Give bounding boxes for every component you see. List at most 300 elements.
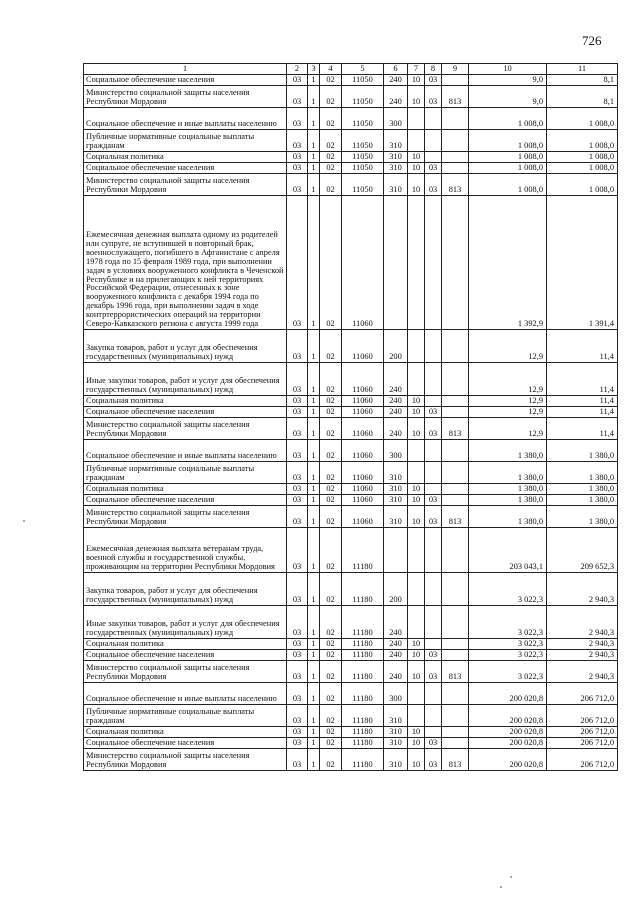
header-cell: 3 xyxy=(308,64,320,75)
code-cell: 813 xyxy=(442,661,469,683)
code-cell: 02 xyxy=(320,363,342,396)
row-name: Социальное обеспечение населения xyxy=(84,738,287,749)
code-cell: 03 xyxy=(287,407,308,418)
amount-cell: 206 712,0 xyxy=(547,705,618,727)
table-row xyxy=(84,75,618,86)
code-cell: 03 xyxy=(425,749,442,771)
code-cell xyxy=(442,738,469,749)
code-cell: 1 xyxy=(308,727,320,738)
row-name: Ежемесячная денежная выплата ветеранам труда, военной службы и государственной службы, проживающим на территории Республики Мордовия xyxy=(84,528,287,573)
amount-cell: 1 392,9 xyxy=(469,196,547,330)
amount-cell: 200 020,8 xyxy=(469,749,547,771)
code-cell: 02 xyxy=(320,650,342,661)
code-cell: 03 xyxy=(287,330,308,363)
amount-cell: 1 008,0 xyxy=(469,108,547,130)
code-cell: 310 xyxy=(384,749,408,771)
code-cell xyxy=(442,650,469,661)
code-cell: 03 xyxy=(287,75,308,86)
amount-cell: 8,1 xyxy=(547,86,618,108)
code-cell xyxy=(425,683,442,705)
row-name: Социальное обеспечение и иные выплаты населению xyxy=(84,683,287,705)
code-cell: 10 xyxy=(408,163,425,174)
code-cell: 10 xyxy=(408,484,425,495)
code-cell xyxy=(425,396,442,407)
table-row xyxy=(84,462,618,484)
table-row xyxy=(84,639,618,650)
amount-cell: 1 380,0 xyxy=(469,495,547,506)
row-name: Социальное обеспечение населения xyxy=(84,163,287,174)
code-cell: 03 xyxy=(287,152,308,163)
code-cell: 02 xyxy=(320,749,342,771)
amount-cell: 203 043,1 xyxy=(469,528,547,573)
amount-cell: 1 380,0 xyxy=(469,484,547,495)
code-cell: 310 xyxy=(384,462,408,484)
code-cell: 1 xyxy=(308,650,320,661)
code-cell: 11050 xyxy=(342,86,384,108)
amount-cell: 1 380,0 xyxy=(547,495,618,506)
code-cell: 03 xyxy=(287,174,308,196)
code-cell: 310 xyxy=(384,506,408,528)
code-cell: 11180 xyxy=(342,639,384,650)
code-cell: 02 xyxy=(320,528,342,573)
code-cell: 03 xyxy=(425,506,442,528)
amount-cell: 3 022,3 xyxy=(469,661,547,683)
header-cell: 7 xyxy=(408,64,425,75)
table-row xyxy=(84,152,618,163)
table-row xyxy=(84,705,618,727)
code-cell: 11060 xyxy=(342,484,384,495)
table-row xyxy=(84,528,618,573)
code-cell: 02 xyxy=(320,152,342,163)
code-cell: 03 xyxy=(287,363,308,396)
amount-cell: 206 712,0 xyxy=(547,727,618,738)
code-cell: 10 xyxy=(408,738,425,749)
code-cell: 1 xyxy=(308,738,320,749)
code-cell xyxy=(442,152,469,163)
code-cell: 03 xyxy=(287,196,308,330)
code-cell: 1 xyxy=(308,606,320,639)
amount-cell: 200 020,8 xyxy=(469,683,547,705)
amount-cell: 11,4 xyxy=(547,407,618,418)
scan-speck xyxy=(500,886,502,888)
amount-cell: 206 712,0 xyxy=(547,683,618,705)
code-cell: 03 xyxy=(287,163,308,174)
amount-cell: 1 380,0 xyxy=(547,506,618,528)
amount-cell: 1 008,0 xyxy=(469,130,547,152)
code-cell: 11050 xyxy=(342,163,384,174)
table-row xyxy=(84,108,618,130)
code-cell: 03 xyxy=(287,506,308,528)
table-row xyxy=(84,163,618,174)
code-cell xyxy=(425,705,442,727)
table-row xyxy=(84,407,618,418)
row-name: Социальное обеспечение населения xyxy=(84,495,287,506)
code-cell: 11050 xyxy=(342,75,384,86)
amount-cell: 9,0 xyxy=(469,75,547,86)
code-cell: 10 xyxy=(408,75,425,86)
table-row xyxy=(84,683,618,705)
code-cell: 1 xyxy=(308,705,320,727)
row-name: Социальная политика xyxy=(84,484,287,495)
code-cell xyxy=(425,484,442,495)
code-cell: 11180 xyxy=(342,528,384,573)
code-cell: 200 xyxy=(384,573,408,606)
code-cell: 310 xyxy=(384,484,408,495)
code-cell: 1 xyxy=(308,152,320,163)
code-cell: 1 xyxy=(308,528,320,573)
code-cell: 03 xyxy=(287,484,308,495)
scan-speck xyxy=(510,876,512,878)
header-cell: 5 xyxy=(342,64,384,75)
code-cell: 10 xyxy=(408,661,425,683)
code-cell xyxy=(408,573,425,606)
table-row xyxy=(84,495,618,506)
amount-cell: 2 940,3 xyxy=(547,639,618,650)
code-cell: 240 xyxy=(384,661,408,683)
code-cell xyxy=(425,330,442,363)
code-cell xyxy=(408,330,425,363)
code-cell: 11050 xyxy=(342,130,384,152)
code-cell: 1 xyxy=(308,86,320,108)
amount-cell: 1 391,4 xyxy=(547,196,618,330)
amount-cell: 2 940,3 xyxy=(547,606,618,639)
table-row xyxy=(84,330,618,363)
code-cell: 1 xyxy=(308,462,320,484)
amount-cell: 3 022,3 xyxy=(469,639,547,650)
amount-cell: 200 020,8 xyxy=(469,705,547,727)
amount-cell: 1 008,0 xyxy=(547,130,618,152)
code-cell: 1 xyxy=(308,108,320,130)
code-cell: 1 xyxy=(308,484,320,495)
code-cell: 10 xyxy=(408,174,425,196)
scan-speck xyxy=(23,520,25,522)
code-cell: 02 xyxy=(320,606,342,639)
code-cell: 03 xyxy=(287,108,308,130)
header-cell: 2 xyxy=(287,64,308,75)
amount-cell: 1 380,0 xyxy=(469,440,547,462)
amount-cell: 1 380,0 xyxy=(469,506,547,528)
code-cell xyxy=(408,683,425,705)
header-row xyxy=(84,64,618,75)
code-cell: 1 xyxy=(308,163,320,174)
amount-cell: 11,4 xyxy=(547,396,618,407)
row-name: Социальная политика xyxy=(84,639,287,650)
code-cell: 310 xyxy=(384,163,408,174)
code-cell: 813 xyxy=(442,174,469,196)
code-cell: 03 xyxy=(287,86,308,108)
code-cell: 03 xyxy=(425,407,442,418)
row-name: Министерство социальной защиты населения Республики Мордовия xyxy=(84,418,287,440)
amount-cell: 3 022,3 xyxy=(469,606,547,639)
amount-cell: 2 940,3 xyxy=(547,573,618,606)
amount-cell: 11,4 xyxy=(547,418,618,440)
code-cell: 02 xyxy=(320,130,342,152)
code-cell xyxy=(408,462,425,484)
code-cell: 11180 xyxy=(342,650,384,661)
code-cell: 03 xyxy=(287,462,308,484)
code-cell xyxy=(442,330,469,363)
code-cell: 11180 xyxy=(342,573,384,606)
code-cell xyxy=(442,440,469,462)
table-row xyxy=(84,749,618,771)
code-cell: 03 xyxy=(425,75,442,86)
amount-cell: 11,4 xyxy=(547,363,618,396)
code-cell xyxy=(408,196,425,330)
amount-cell: 12,9 xyxy=(469,396,547,407)
code-cell xyxy=(425,462,442,484)
code-cell: 310 xyxy=(384,738,408,749)
row-name: Министерство социальной защиты населения Республики Мордовия xyxy=(84,749,287,771)
table-row xyxy=(84,418,618,440)
code-cell: 02 xyxy=(320,330,342,363)
amount-cell: 206 712,0 xyxy=(547,738,618,749)
code-cell xyxy=(442,606,469,639)
code-cell: 02 xyxy=(320,738,342,749)
amount-cell: 3 022,3 xyxy=(469,573,547,606)
code-cell: 03 xyxy=(287,130,308,152)
table-row xyxy=(84,396,618,407)
code-cell: 11180 xyxy=(342,683,384,705)
code-cell xyxy=(425,606,442,639)
code-cell: 310 xyxy=(384,152,408,163)
code-cell: 10 xyxy=(408,639,425,650)
header-cell: 6 xyxy=(384,64,408,75)
code-cell xyxy=(442,163,469,174)
code-cell: 11050 xyxy=(342,152,384,163)
code-cell: 1 xyxy=(308,639,320,650)
code-cell xyxy=(384,196,408,330)
code-cell: 10 xyxy=(408,650,425,661)
table-row xyxy=(84,484,618,495)
header-cell: 1 xyxy=(84,64,287,75)
amount-cell: 1 380,0 xyxy=(547,462,618,484)
code-cell: 03 xyxy=(425,738,442,749)
code-cell: 813 xyxy=(442,749,469,771)
code-cell: 240 xyxy=(384,407,408,418)
code-cell: 11060 xyxy=(342,330,384,363)
code-cell xyxy=(408,130,425,152)
table-row xyxy=(84,727,618,738)
code-cell: 03 xyxy=(425,163,442,174)
code-cell: 1 xyxy=(308,683,320,705)
amount-cell: 206 712,0 xyxy=(547,749,618,771)
table-row xyxy=(84,196,618,330)
code-cell: 10 xyxy=(408,407,425,418)
code-cell: 1 xyxy=(308,130,320,152)
page-number: 726 xyxy=(582,33,602,48)
code-cell xyxy=(442,75,469,86)
code-cell: 03 xyxy=(425,418,442,440)
row-name: Социальная политика xyxy=(84,727,287,738)
code-cell: 02 xyxy=(320,86,342,108)
amount-cell: 1 008,0 xyxy=(547,174,618,196)
table-row xyxy=(84,363,618,396)
code-cell: 03 xyxy=(287,606,308,639)
code-cell xyxy=(425,528,442,573)
code-cell: 813 xyxy=(442,506,469,528)
amount-cell: 8,1 xyxy=(547,75,618,86)
code-cell xyxy=(425,108,442,130)
code-cell: 240 xyxy=(384,75,408,86)
code-cell: 03 xyxy=(425,86,442,108)
code-cell: 11050 xyxy=(342,174,384,196)
row-name: Публичные нормативные социальные выплаты гражданам xyxy=(84,705,287,727)
code-cell xyxy=(425,440,442,462)
code-cell: 11060 xyxy=(342,407,384,418)
code-cell xyxy=(442,130,469,152)
code-cell: 11180 xyxy=(342,738,384,749)
code-cell: 1 xyxy=(308,661,320,683)
code-cell: 02 xyxy=(320,396,342,407)
code-cell xyxy=(442,363,469,396)
code-cell: 10 xyxy=(408,506,425,528)
code-cell: 11060 xyxy=(342,418,384,440)
table-row xyxy=(84,661,618,683)
code-cell: 240 xyxy=(384,650,408,661)
code-cell: 310 xyxy=(384,130,408,152)
code-cell: 240 xyxy=(384,363,408,396)
code-cell: 11060 xyxy=(342,363,384,396)
row-name: Социальное обеспечение населения xyxy=(84,75,287,86)
code-cell xyxy=(425,196,442,330)
header-cell: 10 xyxy=(469,64,547,75)
code-cell: 11060 xyxy=(342,495,384,506)
code-cell xyxy=(442,495,469,506)
row-name: Социальное обеспечение и иные выплаты населению xyxy=(84,440,287,462)
code-cell: 02 xyxy=(320,705,342,727)
code-cell xyxy=(425,130,442,152)
code-cell: 1 xyxy=(308,363,320,396)
table-row xyxy=(84,440,618,462)
code-cell: 03 xyxy=(287,749,308,771)
code-cell: 03 xyxy=(425,174,442,196)
code-cell: 240 xyxy=(384,606,408,639)
amount-cell: 12,9 xyxy=(469,407,547,418)
amount-cell: 11,4 xyxy=(547,330,618,363)
code-cell: 240 xyxy=(384,639,408,650)
code-cell: 300 xyxy=(384,108,408,130)
row-name: Закупка товаров, работ и услуг для обеспечения государственных (муниципальных) нужд xyxy=(84,573,287,606)
amount-cell: 1 008,0 xyxy=(469,152,547,163)
code-cell: 02 xyxy=(320,506,342,528)
code-cell: 11060 xyxy=(342,506,384,528)
code-cell xyxy=(408,108,425,130)
code-cell: 1 xyxy=(308,407,320,418)
amount-cell: 2 940,3 xyxy=(547,650,618,661)
row-name: Министерство социальной защиты населения Республики Мордовия xyxy=(84,174,287,196)
code-cell xyxy=(442,462,469,484)
code-cell: 11060 xyxy=(342,196,384,330)
code-cell: 11060 xyxy=(342,462,384,484)
code-cell: 02 xyxy=(320,440,342,462)
code-cell: 1 xyxy=(308,330,320,363)
code-cell xyxy=(442,639,469,650)
table-row xyxy=(84,130,618,152)
row-name: Министерство социальной защиты населения Республики Мордовия xyxy=(84,661,287,683)
row-name: Закупка товаров, работ и услуг для обеспечения государственных (муниципальных) нужд xyxy=(84,330,287,363)
row-name: Социальное обеспечение населения xyxy=(84,407,287,418)
code-cell: 02 xyxy=(320,727,342,738)
code-cell xyxy=(442,528,469,573)
code-cell: 11180 xyxy=(342,661,384,683)
code-cell: 240 xyxy=(384,396,408,407)
code-cell: 10 xyxy=(408,396,425,407)
code-cell: 310 xyxy=(384,727,408,738)
row-name: Социальное обеспечение и иные выплаты населению xyxy=(84,108,287,130)
code-cell: 02 xyxy=(320,174,342,196)
code-cell: 1 xyxy=(308,396,320,407)
code-cell xyxy=(442,396,469,407)
code-cell xyxy=(408,705,425,727)
code-cell: 1 xyxy=(308,440,320,462)
code-cell: 813 xyxy=(442,418,469,440)
code-cell: 03 xyxy=(287,573,308,606)
row-name: Министерство социальной защиты населения Республики Мордовия xyxy=(84,86,287,108)
code-cell: 02 xyxy=(320,661,342,683)
code-cell: 11180 xyxy=(342,727,384,738)
header-cell: 11 xyxy=(547,64,618,75)
code-cell: 03 xyxy=(287,528,308,573)
code-cell xyxy=(425,363,442,396)
amount-cell: 1 380,0 xyxy=(547,484,618,495)
code-cell: 02 xyxy=(320,639,342,650)
code-cell: 1 xyxy=(308,573,320,606)
amount-cell: 200 020,8 xyxy=(469,727,547,738)
code-cell: 03 xyxy=(287,683,308,705)
code-cell xyxy=(425,573,442,606)
code-cell xyxy=(425,152,442,163)
table-row xyxy=(84,738,618,749)
code-cell: 11180 xyxy=(342,705,384,727)
code-cell: 10 xyxy=(408,495,425,506)
code-cell: 03 xyxy=(287,418,308,440)
code-cell: 1 xyxy=(308,196,320,330)
code-cell: 10 xyxy=(408,727,425,738)
budget-table xyxy=(83,63,618,771)
amount-cell: 1 008,0 xyxy=(469,163,547,174)
code-cell: 03 xyxy=(425,661,442,683)
code-cell: 813 xyxy=(442,86,469,108)
code-cell: 03 xyxy=(425,650,442,661)
code-cell: 1 xyxy=(308,75,320,86)
amount-cell: 1 380,0 xyxy=(547,440,618,462)
code-cell: 11050 xyxy=(342,108,384,130)
code-cell xyxy=(408,528,425,573)
amount-cell: 1 008,0 xyxy=(547,163,618,174)
row-name: Ежемесячная денежная выплата одному из родителей или супруге, не вступившей в повторный брак, военнослужащего, погибшего в Афганистане с апреля 1978 года по 15 февраля 1989 года, при выполнении задач в условиях вооруженного конфликта в Чеченской Республике и на прилегающих к ней территориях Российской Федерации, отнесенных к зоне вооруженного конфликта с декабря 1994 года по декабрь 1996 года, при выполнении задач в ходе контртеррористических операций на территории Северо-Кавказского региона с августа 1999 года xyxy=(84,196,287,330)
code-cell: 1 xyxy=(308,749,320,771)
amount-cell: 1 008,0 xyxy=(469,174,547,196)
row-name: Иные закупки товаров, работ и услуг для обеспечения государственных (муниципальных) нужд xyxy=(84,606,287,639)
code-cell: 1 xyxy=(308,495,320,506)
code-cell: 240 xyxy=(384,86,408,108)
code-cell: 03 xyxy=(287,661,308,683)
code-cell: 02 xyxy=(320,484,342,495)
code-cell: 300 xyxy=(384,683,408,705)
code-cell: 240 xyxy=(384,418,408,440)
code-cell: 02 xyxy=(320,407,342,418)
code-cell xyxy=(425,727,442,738)
code-cell: 310 xyxy=(384,174,408,196)
code-cell: 03 xyxy=(287,650,308,661)
code-cell: 03 xyxy=(287,705,308,727)
row-name: Социальное обеспечение населения xyxy=(84,650,287,661)
code-cell xyxy=(442,727,469,738)
code-cell: 02 xyxy=(320,495,342,506)
amount-cell: 200 020,8 xyxy=(469,738,547,749)
code-cell: 03 xyxy=(287,440,308,462)
row-name: Иные закупки товаров, работ и услуг для обеспечения государственных (муниципальных) нужд xyxy=(84,363,287,396)
